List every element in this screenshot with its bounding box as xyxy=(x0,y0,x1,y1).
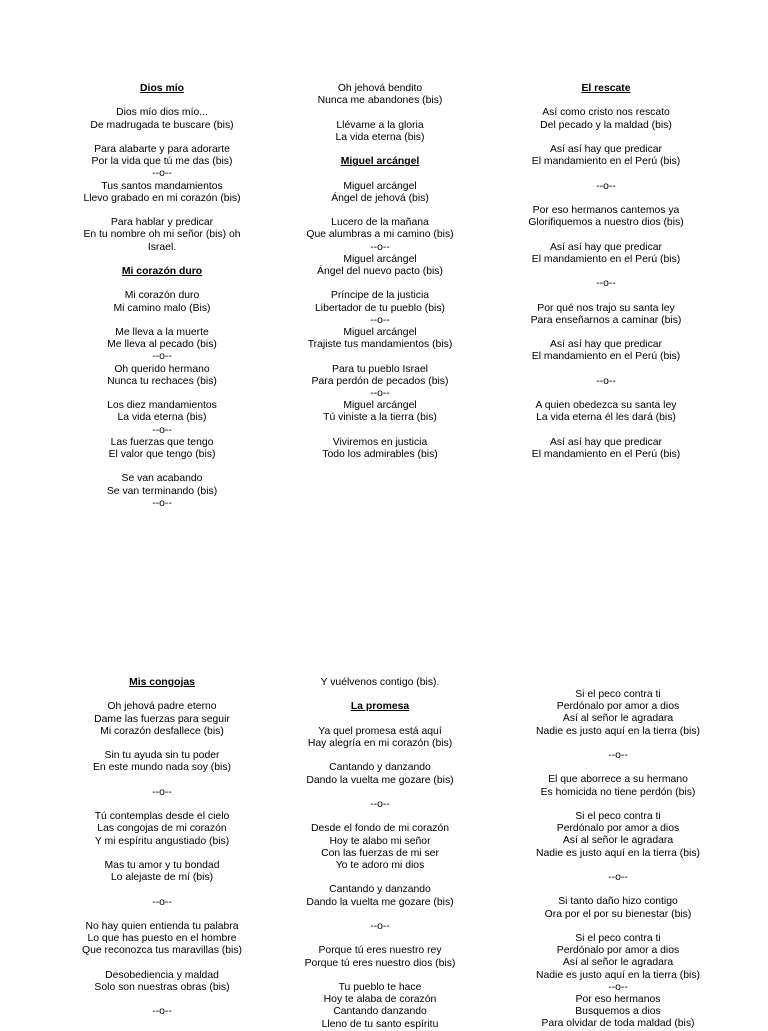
lyric-line: Así así hay que predicar xyxy=(549,241,663,253)
verse-separator: --o-- xyxy=(152,351,172,363)
lyric-line: El mandamiento en el Perú (bis) xyxy=(531,448,681,460)
lyric-line: Y mi espíritu angustiado (bis) xyxy=(94,835,230,847)
lyric-line: Si el peco contra ti xyxy=(575,689,661,700)
lyric-line: Miguel arcángel xyxy=(343,180,417,192)
lyric-line: Glorifiquemos a nuestro dios (bis) xyxy=(528,217,684,229)
song-column-3 xyxy=(481,83,731,461)
verse-separator: --o-- xyxy=(152,786,172,798)
lyric-line: Llévame a la gloria xyxy=(336,119,424,131)
lyric-line: Perdónalo por amor a dios xyxy=(556,823,680,835)
song-title: Miguel arcángel xyxy=(340,156,420,168)
lyric-line: Nunca me abandones (bis) xyxy=(317,95,443,107)
blank-line xyxy=(255,168,505,180)
blank-line xyxy=(481,388,731,400)
lyric-line: Ora por el por su bienestar (bis) xyxy=(544,908,692,920)
lyric-line: Oh jehová bendito xyxy=(337,83,423,94)
song-title: El rescate xyxy=(581,83,631,94)
blank-line xyxy=(37,278,287,290)
lyric-line: En tu nombre oh mi señor (bis) oh xyxy=(83,229,241,241)
verse-separator: --o-- xyxy=(152,896,172,908)
lyric-line: Libertador de tu pueblo (bis) xyxy=(315,302,445,314)
lyric-line: Yo te adoro mi dios xyxy=(335,859,425,871)
blank-line xyxy=(481,425,731,437)
lyric-line: La vida eterna (bis) xyxy=(117,412,207,424)
lyric-line: Para hablar y predicar xyxy=(110,217,214,229)
lyric-line: Nadie es justo aquí en la tierra (bis) xyxy=(535,969,701,981)
lyric-line: Así así hay que predicar xyxy=(549,339,663,351)
lyric-line: Oh jehová padre eterno xyxy=(107,701,217,713)
blank-line xyxy=(37,738,287,750)
blank-line xyxy=(481,290,731,302)
blank-line xyxy=(37,95,287,107)
lyric-line: Y vuélvenos contigo (bis). xyxy=(320,677,440,688)
lyric-line: Del pecado y la maldad (bis) xyxy=(540,119,672,131)
lyric-line: Porque tú eres nuestro rey xyxy=(318,945,442,957)
lyric-line: Tus santos mandamientos xyxy=(101,180,223,192)
lyric-line: Nadie es justo aquí en la tierra (bis) xyxy=(535,725,701,737)
lyric-line: Así al señor le agradara xyxy=(562,713,674,725)
lyric-line: Así así hay que predicar xyxy=(549,436,663,448)
lyric-line: Por la vida que tú me das (bis) xyxy=(91,156,233,168)
lyric-line: Todo los admirables (bis) xyxy=(322,448,438,460)
lyric-line: Desobediencia y maldad xyxy=(105,969,219,981)
blank-line xyxy=(255,970,505,982)
blank-line xyxy=(255,205,505,217)
lyric-line: Tu pueblo te hace xyxy=(338,981,422,993)
lyric-line: Mi camino malo (Bis) xyxy=(113,302,211,314)
lyric-line: Para alabarte y para adorarte xyxy=(94,143,230,155)
blank-line xyxy=(37,205,287,217)
lyric-line: Lo que has puesto en el hombre xyxy=(87,933,237,945)
lyric-line: Mas tu amor y tu bondad xyxy=(104,859,220,871)
blank-line xyxy=(255,689,505,701)
verse-separator: --o-- xyxy=(152,424,172,436)
blank-line xyxy=(37,994,287,1006)
lyric-line: El valor que tengo (bis) xyxy=(108,448,216,460)
lyric-line: Para olvidar de toda maldad (bis) xyxy=(541,1018,695,1030)
song-column-1 xyxy=(37,83,287,510)
lyric-line: Si el peco contra ti xyxy=(575,932,661,944)
verse-separator: --o-- xyxy=(596,278,616,290)
verse-separator: --o-- xyxy=(608,871,628,883)
blank-line xyxy=(493,738,743,750)
song-title: Dios mío xyxy=(140,83,184,94)
verse-separator: --o-- xyxy=(370,920,390,932)
lyric-line: Las fuerzas que tengo xyxy=(110,436,214,448)
blank-line xyxy=(255,714,505,726)
verse-separator: --o-- xyxy=(370,314,390,326)
lyric-line: Israel. xyxy=(147,241,177,253)
lyric-line: Desde el fondo de mi corazón xyxy=(310,823,450,835)
lyric-line: Así al señor le agradara xyxy=(562,957,674,969)
song-title: La promesa xyxy=(350,701,410,713)
lyric-line: Si tanto daño hizo contigo xyxy=(558,896,678,908)
blank-line xyxy=(481,132,731,144)
lyric-line: Oh querido hermano xyxy=(114,363,210,375)
song-column-4 xyxy=(37,677,287,1019)
lyric-line: En este mundo nada soy (bis) xyxy=(92,762,232,774)
blank-line xyxy=(255,909,505,921)
verse-separator: --o-- xyxy=(608,750,628,761)
lyric-line: Por qué nos trajo su santa ley xyxy=(537,302,675,314)
lyric-line: La vida eterna él les dará (bis) xyxy=(536,412,676,424)
blank-line xyxy=(255,278,505,290)
blank-line xyxy=(481,327,731,339)
blank-line xyxy=(493,860,743,872)
lyric-line: Así así hay que predicar xyxy=(549,143,663,155)
blank-line xyxy=(255,750,505,762)
blank-line xyxy=(37,388,287,400)
blank-line xyxy=(37,884,287,896)
lyric-line: El mandamiento en el Perú (bis) xyxy=(531,351,681,363)
lyric-line: Llevo grabado en mi corazón (bis) xyxy=(83,192,241,204)
blank-line xyxy=(37,958,287,970)
song-column-2 xyxy=(255,83,505,461)
lyric-line: Sin tu ayuda sin tu poder xyxy=(104,750,220,762)
lyric-line: Perdónalo por amor a dios xyxy=(556,701,680,713)
lyric-line: Que reconozca tus maravillas (bis) xyxy=(82,945,242,957)
blank-line xyxy=(481,193,731,205)
blank-line xyxy=(255,144,505,156)
lyric-line: El mandamiento en el Perú (bis) xyxy=(531,156,681,168)
lyric-line: Cantando y danzando xyxy=(329,884,431,896)
lyric-line: Dando la vuelta me gozare (bis) xyxy=(306,774,454,786)
lyric-line: Mi corazón duro xyxy=(124,290,200,302)
verse-separator: --o-- xyxy=(370,387,390,399)
lyric-line: Mi corazón desfallece (bis) xyxy=(100,725,224,737)
verse-separator: --o-- xyxy=(370,798,390,810)
verse-separator: --o-- xyxy=(152,168,172,180)
lyric-line: Viviremos en justicia xyxy=(332,436,428,448)
lyric-line: Busquemos a dios xyxy=(575,1006,661,1018)
lyric-line: Se van acabando xyxy=(121,473,203,485)
blank-line xyxy=(37,799,287,811)
blank-line xyxy=(481,266,731,278)
verse-separator: --o-- xyxy=(370,241,390,253)
lyric-line: Dame las fuerzas para seguir xyxy=(94,713,230,725)
lyric-line: Para tu pueblo Israel xyxy=(332,363,428,375)
song-title: Mi corazón duro xyxy=(121,265,203,277)
lyric-line: Cantando danzando xyxy=(333,1006,427,1018)
lyric-line: Cantando y danzando xyxy=(329,762,431,774)
song-column-5 xyxy=(255,677,505,1031)
lyric-line: Miguel arcángel xyxy=(343,253,417,265)
lyric-line: Lo alejaste de mí (bis) xyxy=(110,872,214,884)
lyric-line: Ángel del nuevo pacto (bis) xyxy=(317,265,443,277)
verse-separator: --o-- xyxy=(152,497,172,509)
blank-line xyxy=(481,95,731,107)
lyric-line: Lucero de la mañana xyxy=(331,217,429,229)
blank-line xyxy=(37,132,287,144)
lyric-line: Tú viniste a la tierra (bis) xyxy=(323,412,437,424)
lyric-line: Para enseñarnos a caminar (bis) xyxy=(530,314,682,326)
lyric-line: Ya quel promesa está aquí xyxy=(318,725,442,737)
verse-separator: --o-- xyxy=(152,1006,172,1018)
blank-line xyxy=(255,351,505,363)
lyric-line: Nadie es justo aquí en la tierra (bis) xyxy=(535,847,701,859)
verse-separator: --o-- xyxy=(596,180,616,192)
lyric-line: Hoy te alabo mi señor xyxy=(329,835,431,847)
blank-line xyxy=(493,884,743,896)
lyric-line: Príncipe de la justicia xyxy=(330,290,430,302)
lyric-line: Las congojas de mi corazón xyxy=(97,823,227,835)
lyric-line: A quien obedezca su santa ley xyxy=(535,400,677,412)
blank-line xyxy=(493,921,743,933)
lyric-line: Dando la vuelta me gozare (bis) xyxy=(306,896,454,908)
lyric-line: El que aborrece a su hermano xyxy=(548,774,688,786)
lyric-line: Hay alegría en mi corazón (bis) xyxy=(307,737,453,749)
lyric-line: Me lleva a la muerte xyxy=(115,326,209,338)
lyric-line: Perdónalo por amor a dios xyxy=(556,945,680,957)
blank-line xyxy=(37,461,287,473)
lyric-line: Dios mío dios mío... xyxy=(116,107,208,119)
blank-line xyxy=(37,254,287,266)
lyric-line: El mandamiento en el Perú (bis) xyxy=(531,253,681,265)
blank-line xyxy=(37,689,287,701)
lyric-line: Que alumbras a mi camino (bis) xyxy=(306,229,454,241)
blank-line xyxy=(493,762,743,774)
lyric-line: Es homicida no tiene perdón (bis) xyxy=(540,786,696,798)
lyric-line: Lleno de tu santo espíritu xyxy=(321,1018,439,1030)
blank-line xyxy=(255,872,505,884)
lyric-line: Tú contemplas desde el cielo xyxy=(94,811,230,823)
lyric-line: Solo son nuestras obras (bis) xyxy=(94,981,230,993)
song-title: Mis congojas xyxy=(129,677,195,688)
lyric-line: Los diez mandamientos xyxy=(107,400,217,412)
song-column-6 xyxy=(493,689,743,1031)
lyric-line: De madrugada te buscare (bis) xyxy=(90,119,234,131)
lyric-line: Por eso hermanos xyxy=(575,993,661,1005)
lyric-line: La vida eterna (bis) xyxy=(335,131,425,143)
lyric-line: Si el peco contra ti xyxy=(575,810,661,822)
lyric-line: Miguel arcángel xyxy=(343,326,417,338)
blank-line xyxy=(481,364,731,376)
lyric-line: Para perdón de pecados (bis) xyxy=(311,375,449,387)
lyric-line: Con las fuerzas de mi ser xyxy=(321,847,439,859)
blank-line xyxy=(37,315,287,327)
lyric-line: Así al señor le agradara xyxy=(562,835,674,847)
lyric-line: Ángel de jehová (bis) xyxy=(331,192,429,204)
lyric-line: Por eso hermanos cantemos ya xyxy=(532,204,680,216)
blank-line xyxy=(481,229,731,241)
blank-line xyxy=(255,787,505,799)
lyric-line: Trajiste tus mandamientos (bis) xyxy=(307,339,453,351)
lyric-line: Hoy te alaba de corazón xyxy=(323,994,437,1006)
blank-line xyxy=(255,811,505,823)
lyric-line: No hay quien entienda tu palabra xyxy=(85,920,239,932)
blank-line xyxy=(255,933,505,945)
lyric-line: Miguel arcángel xyxy=(343,400,417,412)
lyric-line: Se van terminando (bis) xyxy=(106,485,218,497)
blank-line xyxy=(481,168,731,180)
blank-line xyxy=(493,799,743,811)
lyric-line: Nunca tu rechaces (bis) xyxy=(107,375,217,387)
blank-line xyxy=(37,848,287,860)
lyric-line: Así como cristo nos rescato xyxy=(542,107,670,119)
verse-separator: --o-- xyxy=(596,375,616,387)
lyric-line: Porque tú eres nuestro dios (bis) xyxy=(304,957,456,969)
lyric-line: Me lleva al pecado (bis) xyxy=(107,339,217,351)
blank-line xyxy=(255,425,505,437)
blank-line xyxy=(255,107,505,119)
blank-line xyxy=(37,909,287,921)
verse-separator: --o-- xyxy=(608,981,628,993)
blank-line xyxy=(37,775,287,787)
